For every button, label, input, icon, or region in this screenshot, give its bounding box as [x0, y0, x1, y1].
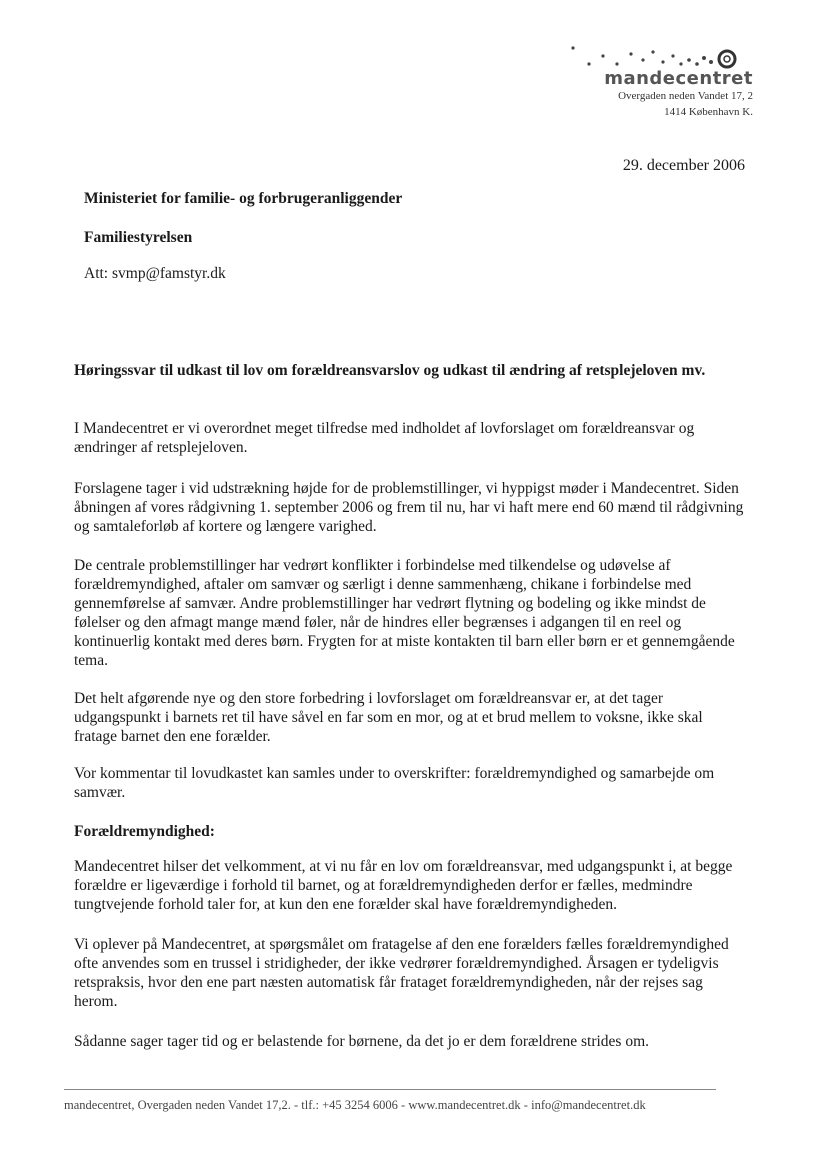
letter-date: 29. december 2006	[622, 157, 745, 174]
paragraph: Vor kommentar til lovudkastet kan samles under to overskrifter: forældremyndighed og samarbejde om samvær.	[74, 765, 715, 801]
recipient-agency: Familiestyrelsen	[84, 229, 193, 246]
letter-subject: Høringssvar til udkast til lov om forældreansvarslov og udkast til ændring af retsplejeloven mv.	[74, 362, 706, 379]
section-paragraph: Mandecentret hilser det velkomment, at vi nu får en lov om forældreansvar, med udgangspunkt i, at begge forældre er ligeværdige i forhold til barnet, og at forældremyndigheden derfor er fælles, medmindre tungtvejende forhold taler for, at kun den ene forælder skal have forældremyndigheden.	[74, 858, 733, 913]
paragraph: De centrale problemstillinger har vedrørt konflikter i forbindelse med tilkendelse og udøvelse af forældremyndighed, aftaler om samvær og særligt i denne sammenhæng, chikane i forbindelse med gennemførelse af samvær. Andre problemstillinger har vedrørt flytning og bodeling og ikke mindst de følelser og den afmagt mange mænd føler, når de hindres eller begrænses i adgangen til en reel og kontinuerlig kontakt med deres børn. Frygten for at miste kontakten til barn eller børn er et gennemgående tema.	[74, 557, 735, 669]
section-paragraph: Vi oplever på Mandecentret, at spørgsmålet om fratagelse af den ene forælders fælles forældremyndighed ofte anvendes som en trussel i stridigheder, der ikke vedrører forældremyndighed. Årsagen er tydeligvis retspraksis, hvor den ene part næsten automatisk får frataget forældremyndigheden, når der rejses sag herom.	[74, 936, 729, 1010]
recipient-ministry: Ministeriet for familie- og forbrugeranliggender	[84, 190, 403, 207]
footer-divider	[64, 1089, 716, 1090]
paragraph: I Mandecentret er vi overordnet meget tilfredse med indholdet af lovforslaget om forældreansvar og ændringer af retsplejeloven.	[74, 420, 695, 456]
section-heading: Forældremyndighed:	[74, 823, 215, 840]
paragraph: Forslagene tager i vid udstrækning højde for de problemstillinger, vi hyppigst møder i Mandecentret. Siden åbningen af vores rådgivning 1. september 2006 og frem til nu, har vi haft mere end 60 mænd til rådgivning og samtaleforløb af kortere og længere varighed.	[74, 480, 744, 535]
logo-name: mandecentret	[604, 68, 753, 89]
letterhead-address-line1: Overgaden neden Vandet 17, 2	[618, 90, 753, 102]
letter-footer: mandecentret, Overgaden neden Vandet 17,2. - tlf.: +45 3254 6006 - www.mandecentret.dk - info@mandecentret.dk	[64, 1098, 646, 1112]
recipient-attention: Att: svmp@famstyr.dk	[84, 265, 226, 282]
section-paragraph: Sådanne sager tager tid og er belastende for børnene, da det jo er dem forældrene strides om.	[74, 1033, 650, 1050]
letterhead-address-line2: 1414 København K.	[664, 106, 753, 118]
paragraph: Det helt afgørende nye og den store forbedring i lovforslaget om forældreansvar er, at det tager udgangspunkt i barnets ret til have såvel en far som en mor, og at et brud mellem to voksne, ikke skal fratage barnet den ene forælder.	[74, 690, 703, 745]
